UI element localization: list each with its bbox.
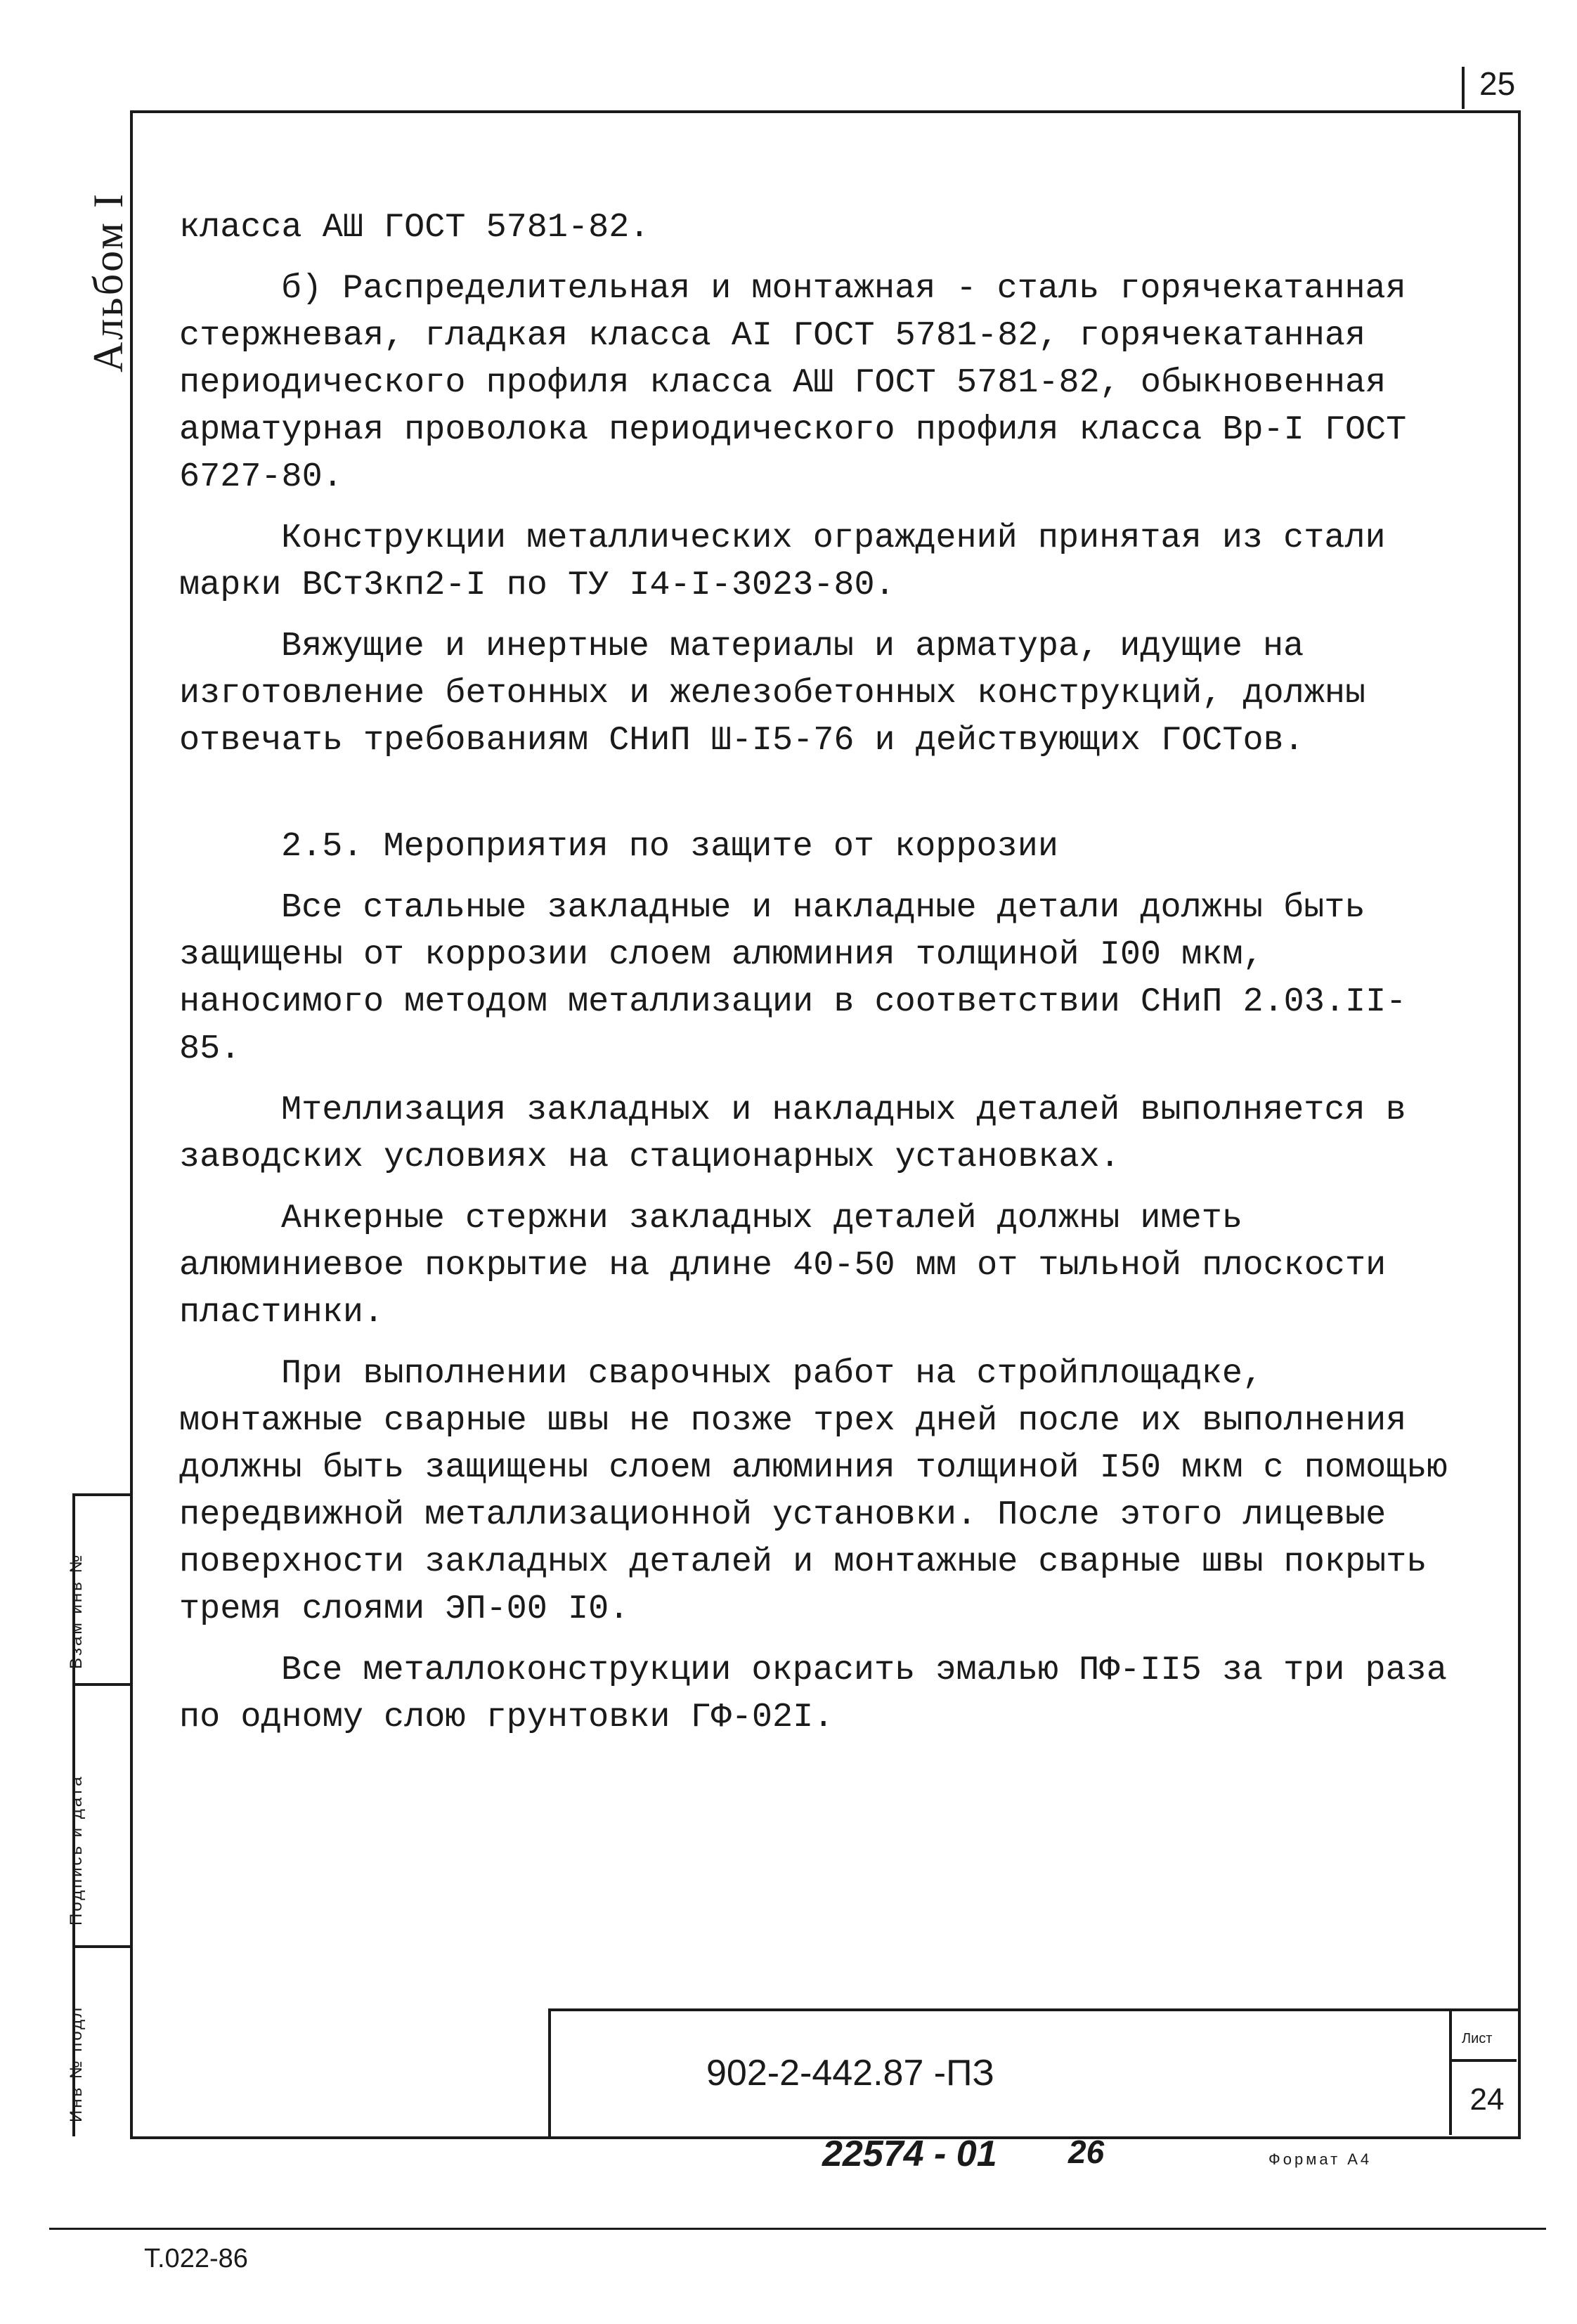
inventory-number: 22574 - 01: [822, 2134, 997, 2174]
document-code: 902-2-442.87 -ПЗ: [706, 2053, 994, 2093]
paragraph: б) Распределительная и монтажная - сталь горячекатанная стержневая, гладкая класса АI ГОСТ 5781-82, горячекатанная периодического профиля класса АШ ГОСТ 5781-82, обыкновенная арматурная проволока периодического профиля класса Вр-I ГОСТ 6727-80.: [179, 269, 1407, 496]
bottom-code: Т.022-86: [144, 2244, 248, 2273]
bottom-rule: [49, 2228, 1546, 2230]
sheet-number: 24: [1469, 2082, 1505, 2117]
side-label-inv: Инв № подл: [67, 2005, 86, 2122]
paragraph: При выполнении сварочных работ на стройплощадке, монтажные сварные швы не позже трех дней после их выполнения должны быть защищены слоем алюминия толщиной I50 мкм с помощью передвижной металлизационной установки. После этого лицевые поверхности закладных деталей и монтажные сварные швы покрыть тремя слоями ЭП-00 I0.: [179, 1354, 1448, 1628]
side-label-podpis: Подпись и дата: [67, 1774, 86, 1926]
album-label: Альбом I: [85, 192, 131, 372]
page-number-divider: [1462, 67, 1465, 109]
section-heading: 2.5. Мероприятия по защите от коррозии: [281, 827, 1058, 866]
sheet-cell-divider: [1449, 2059, 1517, 2062]
left-strip-divider-2: [72, 1945, 131, 1948]
page-number-top: 25: [1479, 65, 1516, 102]
sheet-label: Лист: [1462, 2031, 1493, 2046]
left-strip-top: [72, 1493, 131, 1496]
paragraph: Мтеллизация закладных и накладных деталей выполняется в заводских условиях на стационарных установках.: [179, 1091, 1406, 1176]
side-label-vzam: Взам инв №: [67, 1552, 86, 1669]
title-block: [548, 2008, 1521, 2139]
paragraph: Все стальные закладные и накладные детали должны быть защищены от коррозии слоем алюминия толщиной I00 мкм, наносимого методом металлизации в соответствии СНиП 2.03.II-85.: [179, 888, 1407, 1068]
paragraph: Конструкции металлических ограждений принятая из стали марки ВСт3кп2-I по ТУ I4-I-3023-80.: [179, 519, 1386, 604]
paragraph: Все металлоконструкции окрасить эмалью ПФ-II5 за три раза по одному слою грунтовки ГФ-02I.: [179, 1651, 1447, 1736]
paragraph: класса АШ ГОСТ 5781-82.: [179, 208, 650, 247]
paragraph: Вяжущие и инертные материалы и арматура, идущие на изготовление бетонных и железобетонных конструкций, должны отвечать требованиям СНиП Ш-I5-76 и действующих ГОСТов.: [179, 627, 1366, 760]
format-label: Формат А4: [1268, 2150, 1372, 2168]
paragraph: Анкерные стержни закладных деталей должны иметь алюминиевое покрытие на длине 40-50 мм от тыльной плоскости пластинки.: [179, 1199, 1387, 1332]
left-strip-divider-1: [72, 1683, 131, 1686]
handwritten-number: 26: [1068, 2134, 1105, 2170]
document-body: [179, 204, 1465, 1741]
